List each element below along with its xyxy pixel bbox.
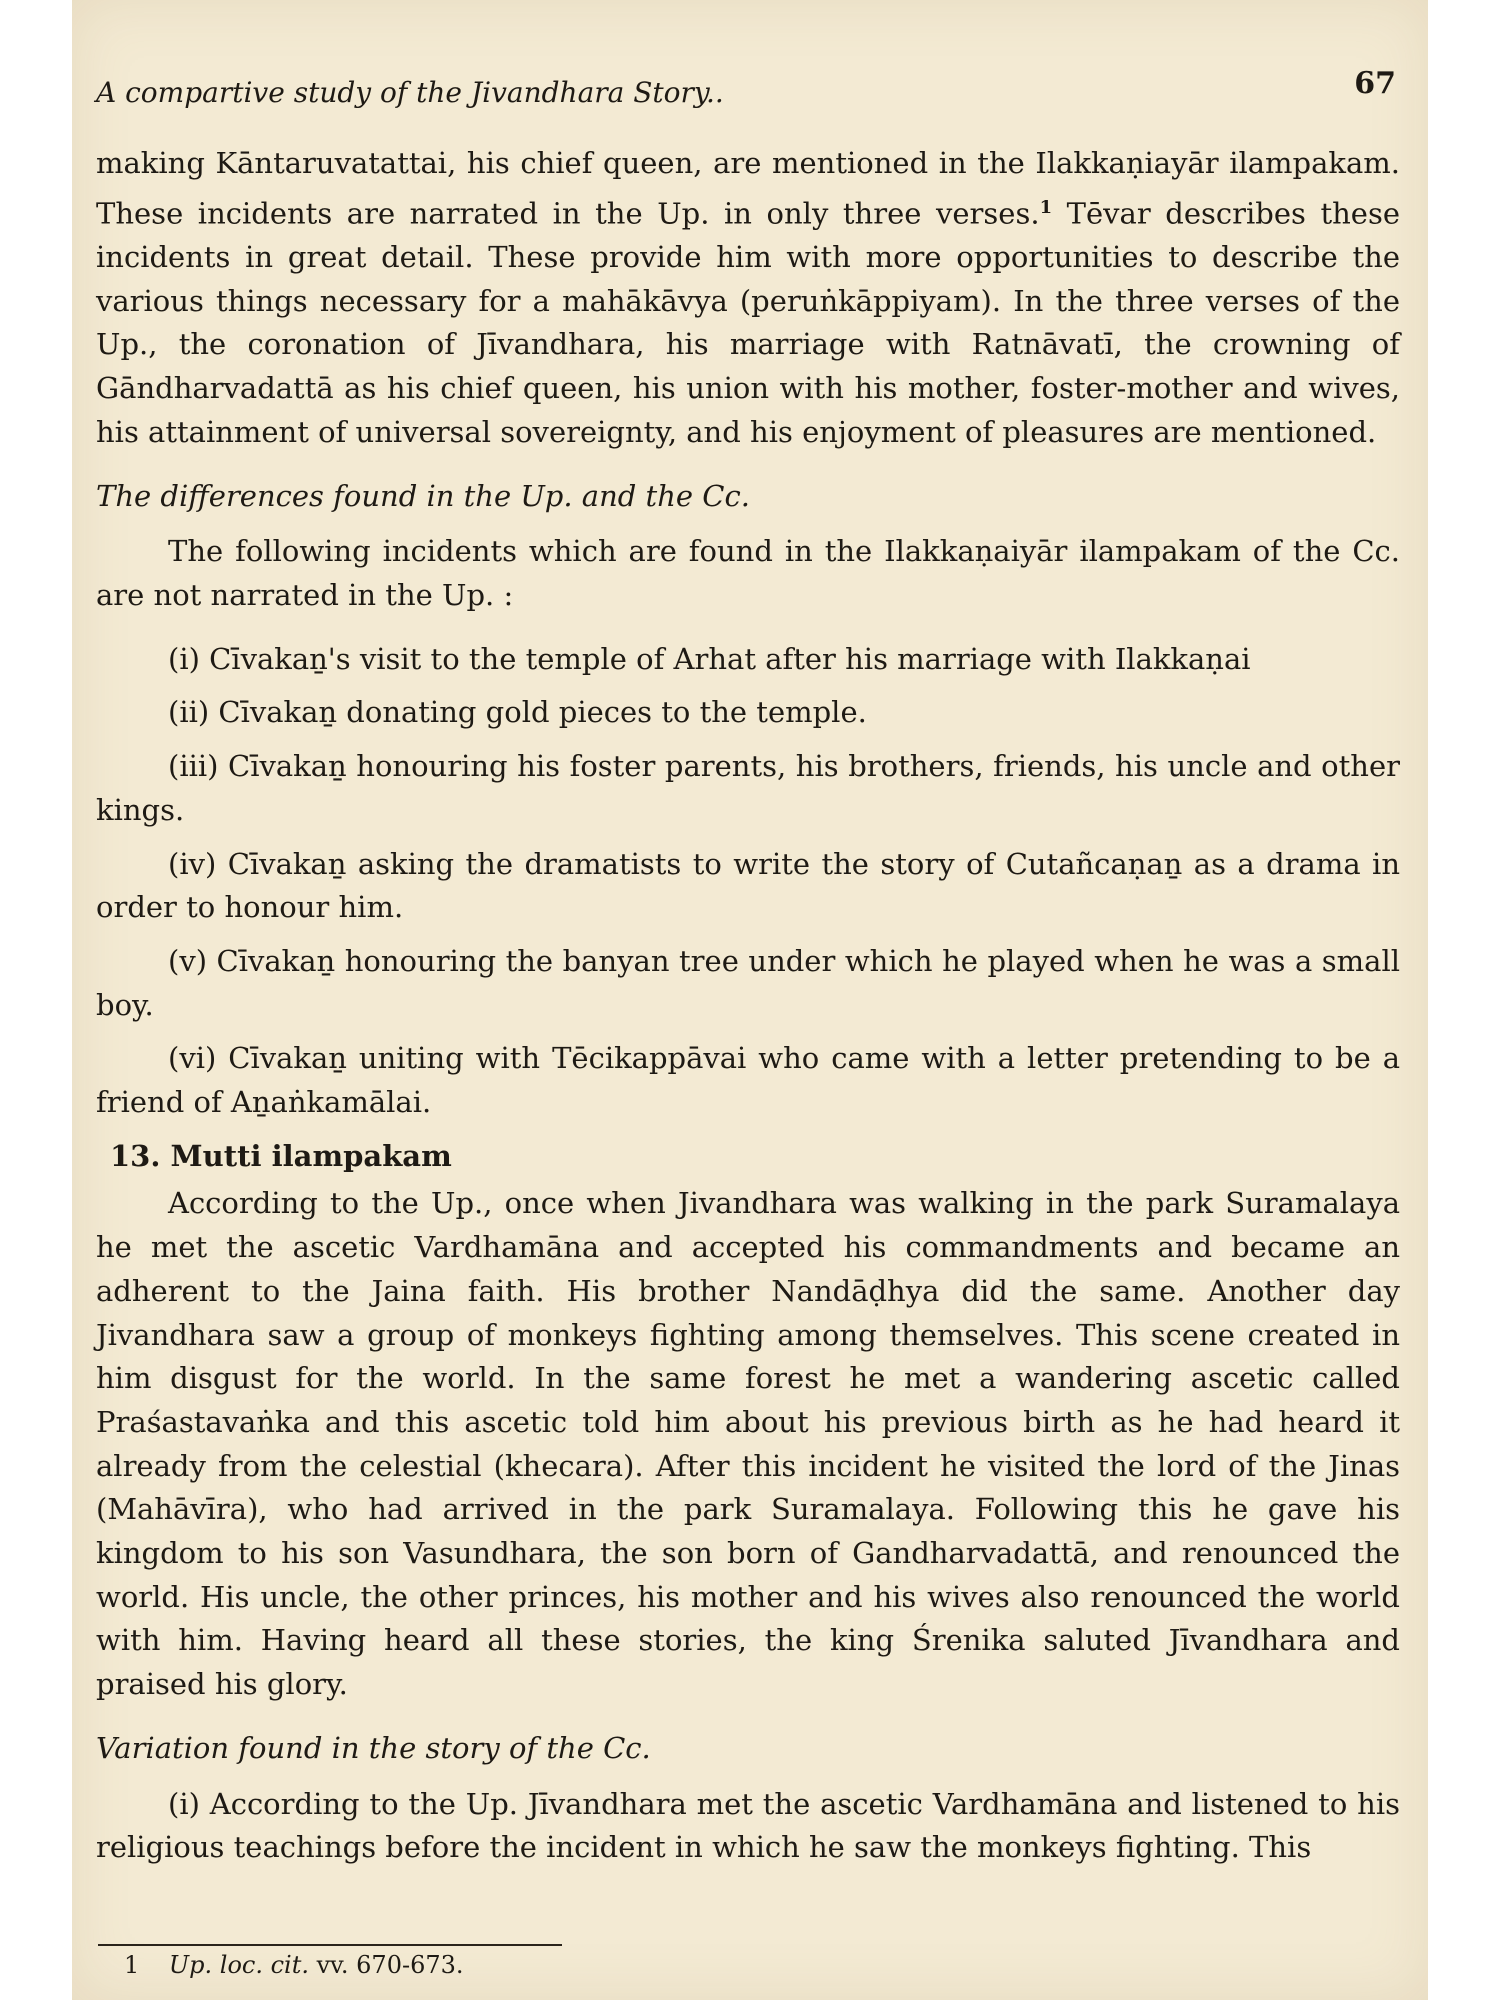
list-item: (v) Cīvakaṉ honouring the banyan tree under which he played when he was a small boy. <box>96 943 1400 1022</box>
list-item: (ii) Cīvakaṉ donating gold pieces to the temple. <box>168 695 867 730</box>
section-heading-mutti: 13. Mutti ilampakam <box>110 1138 452 1173</box>
list-item: (iv) Cīvakaṉ asking the dramatists to write the story of Cutañcaṇaṉ as a drama in order to honour him. <box>96 846 1400 925</box>
list-item: (iii) Cīvakaṉ honouring his foster parents, his brothers, friends, his uncle and other kings. <box>96 749 1400 827</box>
paragraph-3: According to the Up., once when Jivandhara was walking in the park Suramalaya he met the ascetic Vardhamāna and accepted his commandments and became an adherent to the Jaina faith. His brother Nandāḍhya did the same. Another day Jivandhara saw a group of monkeys fighting among themselves. This scene created in him disgust for the world. In the same forest he met a wandering ascetic called Praśastavaṅka and this ascetic told him about his previous birth as he had heard it already from the celestial (khecara). After this incident he visited the lord of the Jinas (Mahāvīra), who had arrived in the park Suramalaya. Following this he gave his kingdom to his son Vasundhara, the son born of Gandharvadattā, and renounced the world. His uncle, the other princes, his mother and his wives also renounced the world with him. Having heard all these stories, the king Śrenika saluted Jīvandhara and praised his glory. <box>96 1186 1400 1702</box>
footnote-reference: Up. loc. cit. <box>168 1951 309 1979</box>
page-body <box>96 142 1400 1890</box>
page-header <box>96 66 1396 116</box>
list-item: (vi) Cīvakaṉ uniting with Tēcikappāvai who came with a letter pretending to be a friend of Aṉaṅkamālai. <box>96 1041 1400 1120</box>
running-title: A compartive study of the Jivandhara Story.. <box>96 76 724 109</box>
paragraph-1 <box>96 142 1400 455</box>
footnote <box>124 1951 464 1979</box>
section-heading-differences: The differences found in the Up. and the Cc. <box>96 478 750 513</box>
footnote-number: 1 <box>124 1951 140 1979</box>
footnote-marker: 1 <box>1039 196 1053 218</box>
footnote-verses: vv. 670-673. <box>316 1951 464 1979</box>
paragraph-1-rest: Tēvar describes these incidents in great detail. These provide him with more opportunities to describe the various things necessary for a mahākāvya (peruṅkāppiyam). In the three verses of the Up., the coronation of Jīvandhara, his marriage with Ratnāvatī, the crowning of Gāndharvadattā as his chief queen, his union with his mother, foster-mother and wives, his attainment of universal sovereignty, and his enjoyment of pleasures are mentioned. <box>96 196 1400 449</box>
page-number: 67 <box>1354 66 1396 101</box>
paragraph-2: The following incidents which are found in the Ilakkaṇaiyār ilampakam of the Cc. are not narrated in the Up. : <box>96 534 1400 612</box>
paragraph-4: (i) According to the Up. Jīvandhara met the ascetic Vardhamāna and listened to his religious teachings before the incident in which he saw the monkeys fighting. This <box>96 1786 1400 1865</box>
list-item: (i) Cīvakaṉ's visit to the temple of Arhat after his marriage with Ilakkaṇai <box>168 641 1251 676</box>
paragraph-1-text: making Kāntaruvatattai, his chief queen, are mentioned in the Ilakkaṇiayār ilampakam. These incidents are narrated in the Up. in only three verses. <box>96 146 1400 231</box>
section-heading-variation: Variation found in the story of the Cc. <box>96 1730 651 1765</box>
footnote-divider <box>98 1944 562 1946</box>
